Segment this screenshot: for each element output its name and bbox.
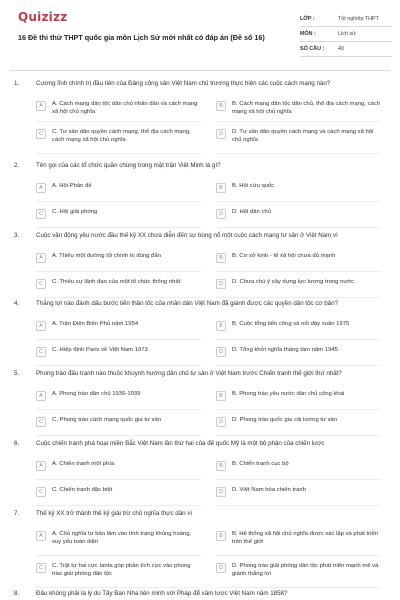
option-letter-box: C [36,129,46,139]
option-text: C. Chiến tranh đặc biệt [52,487,113,493]
option-text: D. Chưa chú ý xây dựng lực lượng trong nước [232,279,355,285]
option-letter-box: C [36,417,46,427]
option-divider [216,409,381,410]
question-header [0,232,400,242]
answer-option-c[interactable] [36,208,201,219]
option-text: D. Tư sản dân quyền cách mạng và cách mạng xã hội chủ nghĩa [232,129,374,143]
option-letter-box: C [36,563,46,573]
option-letter-box: B [216,391,226,401]
question-text: Tên gọi của các tổ chức quần chúng trong mặt trận Việt Minh là gì? [36,162,221,169]
answer-option-d[interactable] [216,416,381,427]
answer-option-d[interactable] [216,128,381,144]
question-header [0,440,400,450]
option-letter-box: A [36,183,46,193]
option-letter-box: A [36,391,46,401]
answer-option-a[interactable] [36,252,201,263]
question-header [0,80,400,90]
option-text: C. Thiếu sự lãnh đạo của một tổ chức thống nhất [52,279,181,285]
option-letter-box: D [216,417,226,427]
answer-option-c[interactable] [36,486,201,497]
option-letter-box: B [216,101,226,111]
answer-option-d[interactable] [216,208,381,219]
question-header [0,300,400,310]
question-text: Thắng lợi nào đánh dấu bước tiến thần tốc của nhân dân Việt Nam đã giành được các quyền dân tộc cơ bản? [36,300,339,307]
answer-option-c[interactable] [36,128,201,144]
option-letter-box: C [36,347,46,357]
option-letter-box: D [216,209,226,219]
option-text: C. Hiệp định Paris về Việt Nam 1973 [52,347,148,353]
option-text: B. Hệ thống xã hội chủ nghĩa được xác lập và phát triển trên thế giới [232,531,378,545]
option-divider [36,479,201,480]
option-divider [216,555,381,556]
option-text: D. Phong trào quốc gia cải lương tư sản [232,417,338,423]
answer-option-b[interactable] [216,100,381,116]
answer-option-b[interactable] [216,460,381,471]
option-text: D. Phong trào giải phóng dân tộc phát triển mạnh mẽ và giành thắng lợi [232,563,379,577]
quizizz-logo[interactable]: Quizizz [18,10,68,24]
option-divider [36,409,201,410]
option-letter-box: B [216,183,226,193]
option-divider [216,479,381,480]
option-divider [36,201,201,202]
option-divider [36,587,201,588]
document-title: 16 Đề thi thử THPT quốc gia môn Lịch Sử mới nhất có đáp án (Đề số 16) [18,33,265,42]
option-divider [216,505,381,506]
option-text: A. Hội Phản đế [52,183,92,189]
question-number: 5. [14,370,20,377]
answer-option-b[interactable] [216,530,381,546]
option-divider [216,365,381,366]
answer-option-c[interactable] [36,562,201,578]
option-text: B. Hội cứu quốc [232,183,275,189]
option-divider [216,227,381,228]
option-divider [36,297,201,298]
option-text: C. Tư sản dân quyền cách mạng, thổ địa cách mạng, cách mạng xã hội chủ nghĩa [52,129,191,143]
option-divider [216,339,381,340]
answer-option-c[interactable] [36,416,201,427]
answer-option-a[interactable] [36,320,201,331]
option-text: D. Tổng khởi nghĩa tháng tám năm 1945 [232,347,338,353]
option-letter-box: D [216,487,226,497]
answer-option-c[interactable] [36,346,201,357]
answer-option-c[interactable] [36,278,201,289]
option-letter-box: C [36,209,46,219]
option-text: A. Chiến tranh một phía [52,461,115,467]
answer-option-d[interactable] [216,562,381,578]
option-divider [36,227,201,228]
option-divider [36,365,201,366]
answer-option-a[interactable] [36,460,201,471]
question-header [0,162,400,172]
option-text: C. Phong trào cách mạng quốc gia tư sản [52,417,162,423]
option-text: D. Hội dân chủ [232,209,271,215]
meta-key: SỐ CÂU : [300,46,325,52]
answer-option-b[interactable] [216,182,381,193]
option-divider [36,435,201,436]
option-divider [36,339,201,340]
question-text: Thế kỷ XX trở thành thế kỷ giải trừ chủ nghĩa thực dân vì [36,510,193,517]
option-divider [216,153,381,154]
option-text: B. Chiến tranh cục bộ [232,461,289,467]
answer-option-a[interactable] [36,390,201,401]
question-text: Đâu không phải là lý do Tây Ban Nha liên minh với Pháp để xâm lược Việt Nam năm 1858? [36,590,288,597]
option-text: A. Trận Điện Biên Phủ năm 1954 [52,321,139,327]
option-text: B. Cơ sở kinh - tế xã hội chưa đủ mạnh [232,253,336,259]
option-text: D. Việt Nam hóa chiến tranh [232,487,306,493]
option-divider [216,435,381,436]
option-letter-box: D [216,563,226,573]
answer-option-b[interactable] [216,320,381,331]
option-letter-box: D [216,279,226,289]
option-letter-box: A [36,461,46,471]
question-text: Phong trào đấu tranh nào thuộc khuynh hướng dân chủ tư sản ở Việt Nam trước Chiến tranh thế giới thứ nhất? [36,370,342,377]
question-number: 4. [14,300,20,307]
answer-option-b[interactable] [216,390,381,401]
option-text: B. Phong trào yêu nước dân chủ công khai [232,391,345,397]
meta-value: Tốt nghiệp THPT [338,16,379,22]
question-text: Cương lĩnh chính trị đầu tiên của Đảng cộng sản Việt Nam chủ trương thực hiện các cuộc cách mạng nào? [36,80,331,87]
option-divider [216,297,381,298]
answer-option-a[interactable] [36,182,201,193]
meta-value: Lịch sử [338,31,356,37]
meta-value: 40 [338,46,344,52]
meta-key: MÔN : [300,31,316,37]
option-divider [36,505,201,506]
question-text: Cuộc chiến tranh phá hoại miền Bắc Việt Nam lần thứ hai của đế quốc Mỹ là một bộ phận của chiến lược [36,440,325,447]
option-text: B. Cuộc tổng tiến công và nổi dậy xuân 1975 [232,321,350,327]
option-letter-box: A [36,531,46,541]
question-header [0,590,400,600]
option-letter-box: A [36,101,46,111]
option-letter-box: A [36,321,46,331]
question-number: 3. [14,232,20,239]
option-divider [36,271,201,272]
question-number: 7. [14,510,20,517]
option-letter-box: A [36,253,46,263]
option-divider [36,153,201,154]
question-number: 1. [14,80,20,87]
option-letter-box: B [216,531,226,541]
meta-key: LỚP : [300,16,315,22]
option-divider [36,555,201,556]
question-number: 2. [14,162,20,169]
option-letter-box: C [36,487,46,497]
option-letter-box: D [216,129,226,139]
option-divider [216,201,381,202]
answer-option-d[interactable] [216,278,381,289]
option-text: A. Thiếu một đường lối chính trị đúng đắn [52,253,161,259]
option-letter-box: B [216,253,226,263]
option-text: C. Hội giải phóng [52,209,98,215]
option-letter-box: C [36,279,46,289]
option-text: B. Cách mạng dân tộc dân chủ, thổ địa cách mạng, cách mạng xã hội chủ nghĩa [232,101,381,115]
question-number: 8. [14,590,20,597]
option-text: C. Trật tự hai cực Ianta góp phần tích cực vào phong trào giải phóng dân tộc [52,563,191,577]
option-divider [36,121,201,122]
option-text: A. Cách mạng dân tộc dân chủ nhân dân và cách mạng xã hội chủ nghĩa [52,101,198,115]
answer-option-a[interactable] [36,530,201,546]
answer-option-d[interactable] [216,486,381,497]
option-letter-box: D [216,347,226,357]
question-header [0,510,400,520]
option-divider [216,587,381,588]
option-text: A. Chủ nghĩa tư bản lâm vào tình trạng khủng hoảng, suy yếu toàn diện [52,531,192,545]
question-text: Cuộc vận động yêu nước đầu thế kỷ XX chưa diễn đến sự bùng nổ một cuộc cách mạng tư sản ở Việt Nam vì [36,232,338,239]
question-number: 6. [14,440,20,447]
option-letter-box: B [216,321,226,331]
option-divider [216,121,381,122]
option-text: A. Phong trào dân chủ 1936-1939 [52,391,141,397]
answer-option-b[interactable] [216,252,381,263]
option-letter-box: B [216,461,226,471]
option-divider [216,271,381,272]
question-header [0,370,400,380]
answer-option-a[interactable] [36,100,201,116]
answer-option-d[interactable] [216,346,381,357]
